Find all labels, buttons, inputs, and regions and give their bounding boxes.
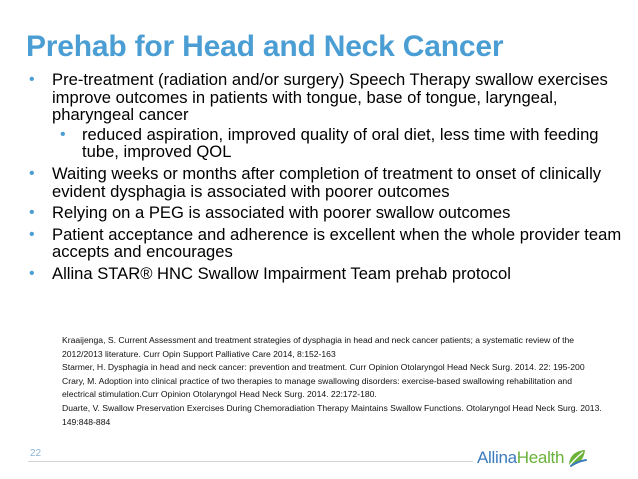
bullet-text: Allina STAR® HNC Swallow Impairment Team prehab protocol — [52, 263, 511, 283]
bullet-text: Waiting weeks or months after completion of treatment to onset of clinically evident dysphagia is associated with poorer outcomes — [52, 163, 602, 201]
sub-bullet-item — [52, 126, 629, 161]
bullet-text: Patient acceptance and adherence is excellent when the whole provider team accepts and encourages — [52, 224, 622, 262]
reference-item: Crary, M. Adoption into clinical practice of two therapies to manage swallowing disorders: exercise-based swallowing rehabilitation and electrical stimulation.Curr Opinion Otolaryngol Head Neck Surg. 2014. 22:172-180. — [62, 375, 572, 400]
bullet-dot-icon: • — [29, 264, 35, 282]
logo-word-allina: Allina — [477, 448, 517, 467]
bullet-dot-icon: • — [29, 204, 35, 222]
bullet-dot-icon: • — [29, 164, 35, 182]
bullet-item — [29, 226, 629, 261]
bullet-item — [29, 265, 629, 283]
sub-bullet-text: reduced aspiration, improved quality of oral diet, less time with feeding tube, improved QOL — [82, 124, 599, 162]
bullet-item — [29, 204, 629, 222]
reference-item: Starmer, H. Dysphagia in head and neck cancer: prevention and treatment. Curr Opinion Otolaryngol Head Neck Surg. 2014. 22: 195-200 — [62, 362, 585, 373]
logo-word-health: Health — [516, 448, 565, 467]
bullet-list — [29, 71, 629, 287]
bullet-dot-icon: • — [29, 71, 35, 88]
allina-leaf-icon — [566, 447, 588, 469]
slide-title: Prehab for Head and Neck Cancer — [26, 30, 504, 63]
bullet-text: Pre-treatment (radiation and/or surgery) Speech Therapy swallow exercises improve outcomes in patients with tongue, base of tongue, laryngeal, pharyngeal cancer — [52, 70, 608, 125]
bullet-dot-icon: • — [29, 225, 35, 243]
reference-list — [62, 334, 607, 429]
logo-wordmark — [477, 448, 564, 468]
page-number: 22 — [30, 448, 42, 459]
bullet-text: Relying on a PEG is associated with poorer swallow outcomes — [52, 203, 511, 223]
bullet-item — [29, 165, 629, 200]
allina-health-logo — [477, 446, 588, 470]
sub-bullet-list — [52, 126, 629, 161]
reference-item: Kraaijenga, S. Current Assessment and treatment strategies of dysphagia in head and neck cancer patients; a systematic review of the 2012/2013 literature. Curr Opin Support Palliative Care 2014, 8:152-163 — [62, 335, 575, 359]
footer-divider — [28, 461, 473, 462]
bullet-item — [29, 71, 629, 161]
reference-item: Duarte, V. Swallow Preservation Exercises During Chemoradiation Therapy Maintains Swallow Functions. Otolaryngol Head Neck Surg. 2013. 149:848-884 — [62, 402, 602, 427]
bullet-dot-icon: • — [60, 125, 66, 143]
